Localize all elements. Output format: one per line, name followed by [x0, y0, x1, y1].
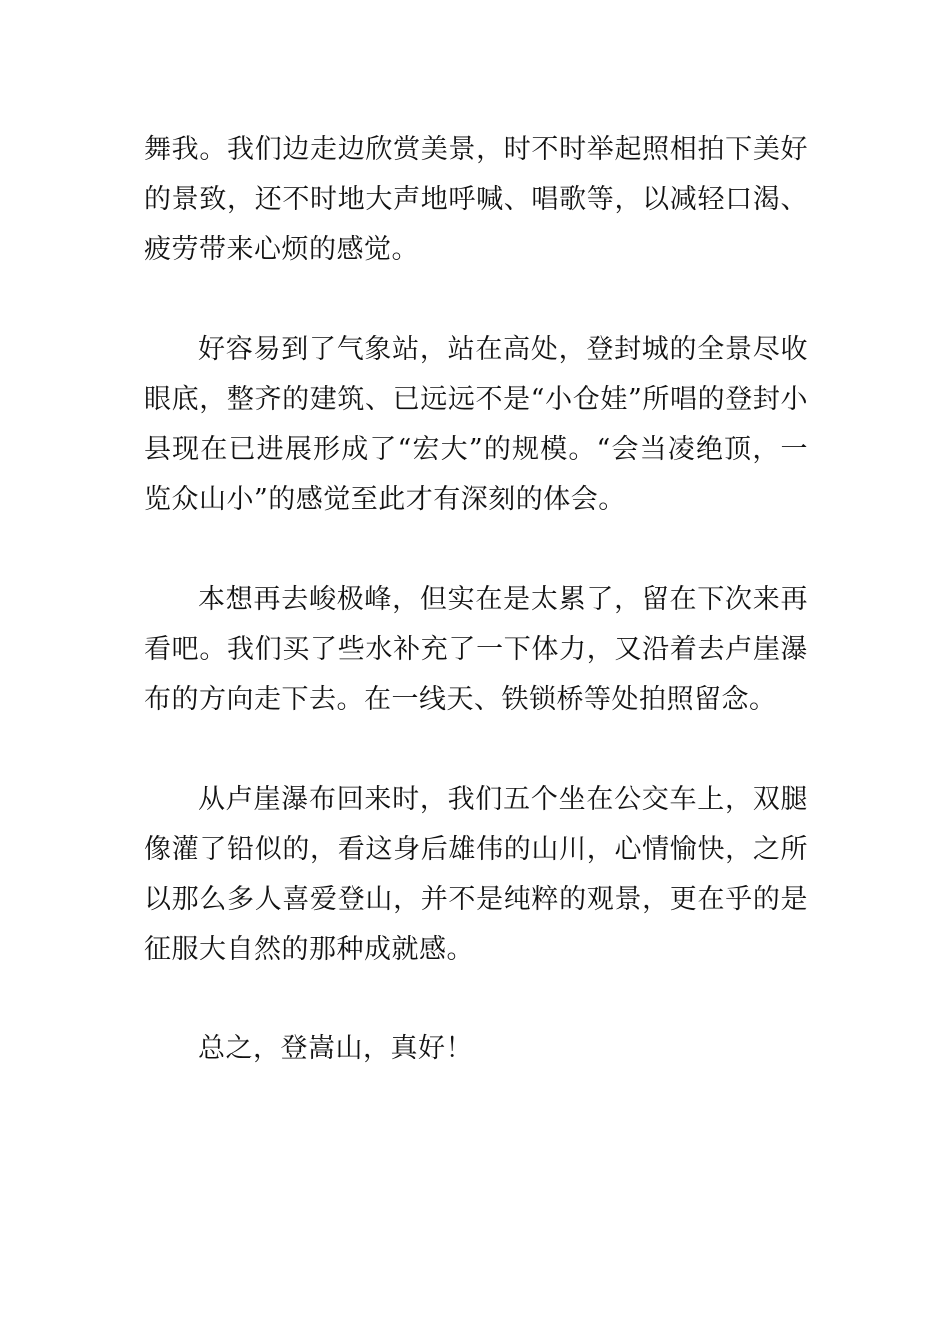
paragraph-5 — [144, 1024, 808, 1074]
paragraph-text: 舞我。我们边走边欣赏美景，时不时举起照相拍下美好的景致，还不时地大声地呼喊、唱歌等，以减轻口渴、疲劳带来心烦的感觉。 — [144, 134, 808, 265]
paragraph-text: 好容易到了气象站，站在高处，登封城的全景尽收眼底，整齐的建筑、已远远不是“小仓娃”所唱的登封小县现在已进展形成了“宏大”的规模。“会当凌绝顶，一览众山小”的感觉至此才有深刻的体会。 — [144, 334, 808, 515]
paragraph-4 — [144, 775, 808, 975]
paragraph-3 — [144, 575, 808, 725]
paragraph-2 — [144, 325, 808, 525]
paragraph-text: 本想再去峻极峰，但实在是太累了，留在下次来再看吧。我们买了些水补充了一下体力，又沿着去卢崖瀑布的方向走下去。在一线天、铁锁桥等处拍照留念。 — [144, 584, 808, 715]
paragraph-text: 总之，登嵩山，真好！ — [198, 1033, 473, 1064]
paragraph-text: 从卢崖瀑布回来时，我们五个坐在公交车上，双腿像灌了铅似的，看这身后雄伟的山川，心情愉快，之所以那么多人喜爱登山，并不是纯粹的观景，更在乎的是征服大自然的那种成就感。 — [144, 784, 808, 965]
paragraph-1 — [144, 125, 808, 275]
